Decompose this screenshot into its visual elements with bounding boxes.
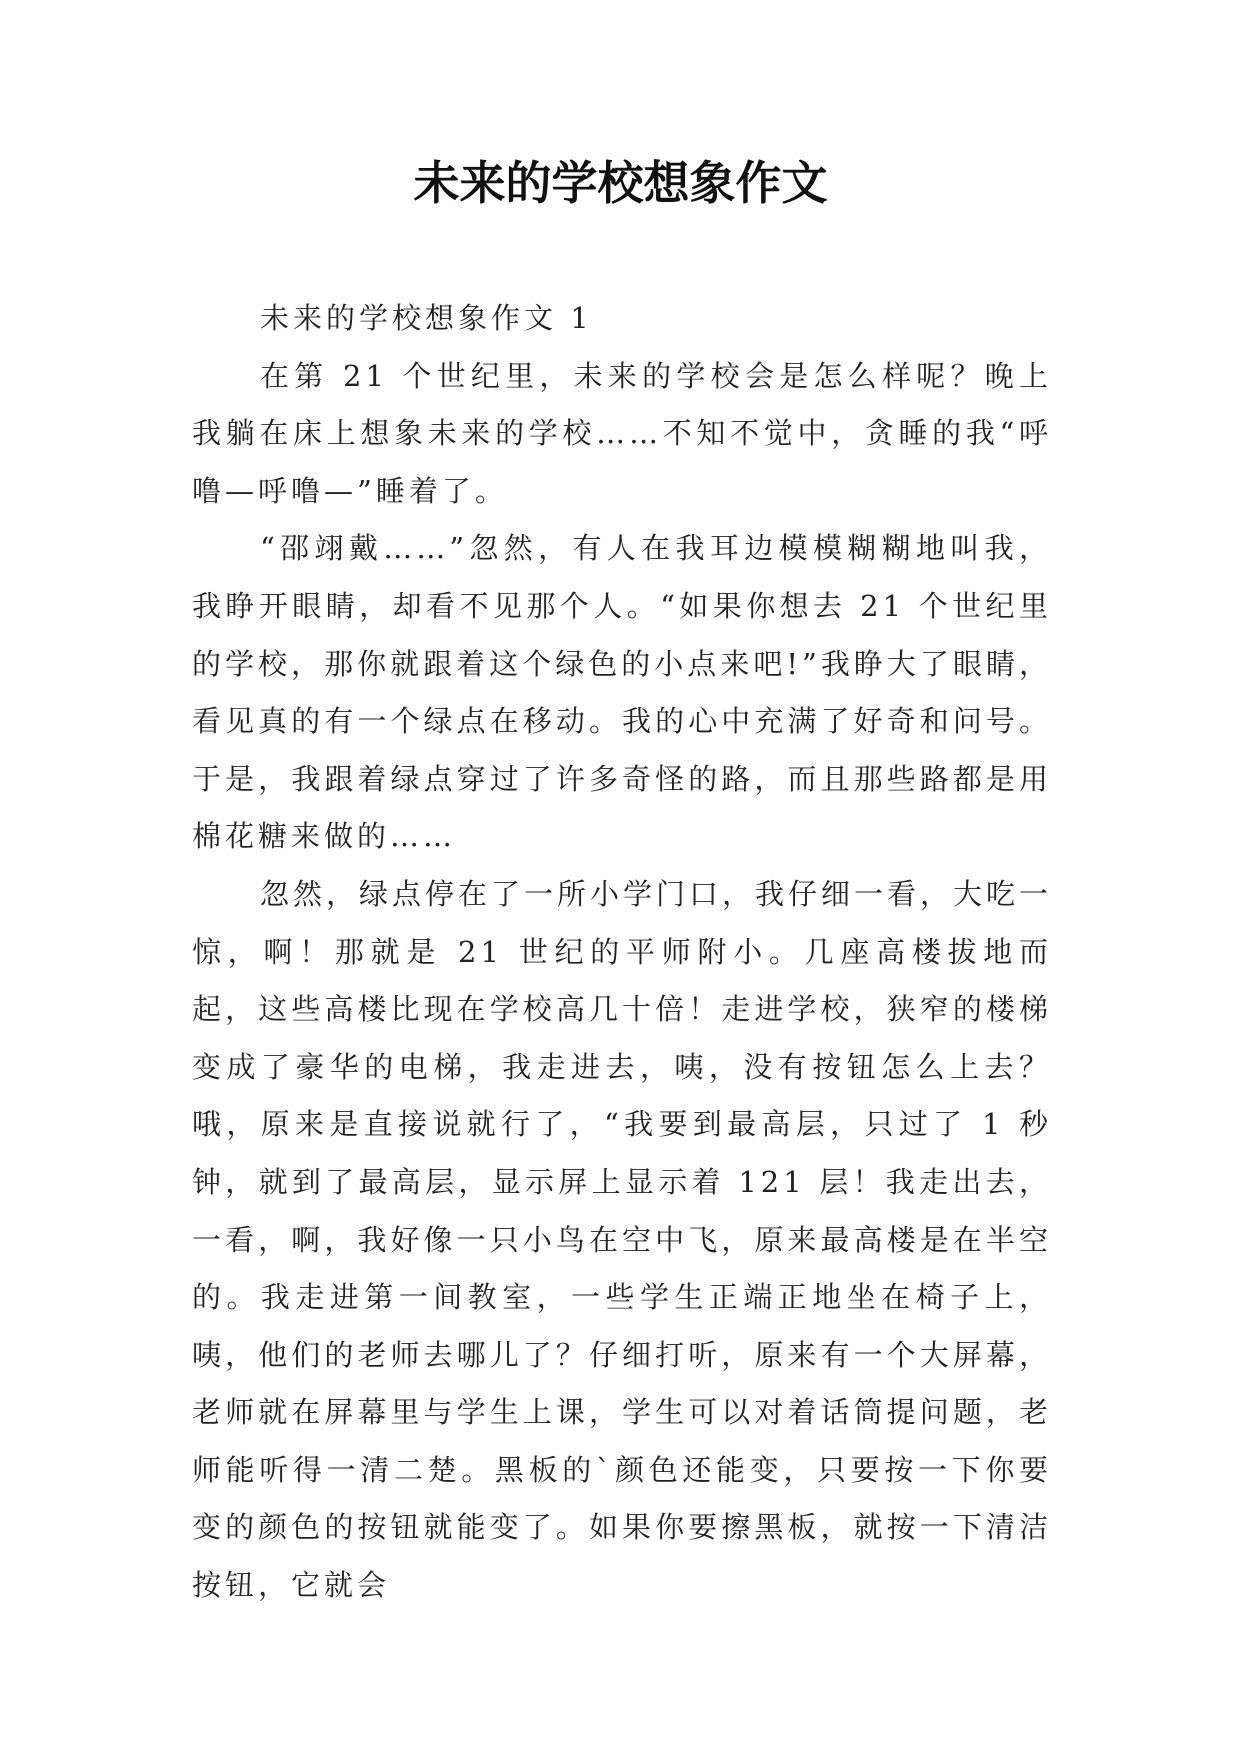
paragraph-intro: 在第 21 个世纪里，未来的学校会是怎么样呢？晚上我躺在床上想象未来的学校……不知不觉中，贪睡的我“呼噜—呼噜—”睡着了。	[192, 358, 1052, 508]
paragraph-school: 忽然，绿点停在了一所小学门口，我仔细一看，大吃一惊，啊！那就是 21 世纪的平师附小。几座高楼拔地而起，这些高楼比现在学校高几十倍！走进学校，狭窄的楼梯变成了豪华的电梯，我走进去，咦，没有按钮怎么上去？哦，原来是直接说就行了，“我要到最高层，只过了 1 秒钟，就到了最高层，显示屏上显示着 121 层！我走出去，一看，啊，我好像一只小鸟在空中飞，原来最高楼是在半空的。我走进第一间教室，一些学生正端正地坐在椅子上，咦，他们的老师去哪儿了？仔细打听，原来有一个大屏幕，老师就在屏幕里与学生上课，学生可以对着话筒提问题，老师能听得一清二楚。黑板的`颜色还能变，只要按一下你要变的颜色的按钮就能变了。如果你要擦黑板，就按一下清洁按钮，它就会	[192, 876, 1053, 1603]
section-heading: 未来的学校想象作文 1	[260, 301, 593, 335]
paragraph-green-dot: “邵翊戴……”忽然，有人在我耳边模模糊糊地叫我，我睁开眼睛，却看不见那个人。“如果你想去 21 个世纪里的学校，那你就跟着这个绿色的小点来吧!”我睁大了眼睛，看见真的有一个绿点在移动。我的心中充满了好奇和问号。于是，我跟着绿点穿过了许多奇怪的路，而且那些路都是用棉花糖来做的……	[192, 531, 1052, 854]
document-body	[192, 290, 1052, 1615]
document-title: 未来的学校想象作文	[413, 156, 828, 210]
